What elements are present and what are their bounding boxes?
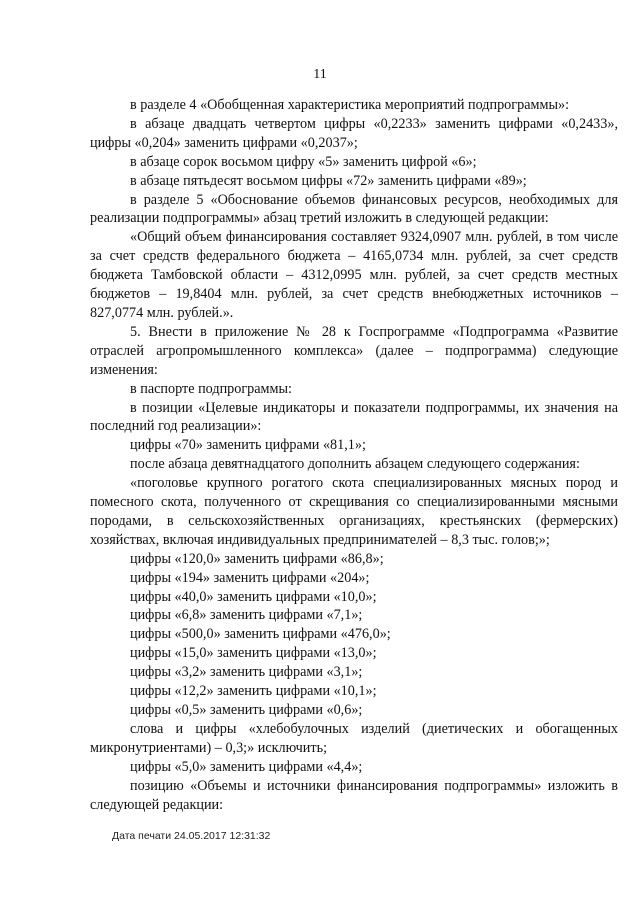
paragraph: в абзаце двадцать четвертом цифры «0,2233» заменить цифрами «0,2433», цифры «0,204» заменить цифрами «0,2037»; (90, 115, 618, 151)
document-body (90, 96, 618, 814)
paragraph: цифры «120,0» заменить цифрами «86,8»; (130, 550, 384, 567)
paragraph: в позиции «Целевые индикаторы и показатели подпрограммы, их значения на последний год реализации»: (90, 399, 618, 435)
print-date: Дата печати 24.05.2017 12:31:32 (112, 830, 271, 842)
paragraph: в абзаце пятьдесят восьмом цифры «72» заменить цифрами «89»; (130, 172, 527, 189)
paragraph: в разделе 4 «Обобщенная характеристика мероприятий подпрограммы»: (130, 97, 570, 113)
paragraph: «Общий объем финансирования составляет 9324,0907 млн. рублей, в том числе за счет средств федерального бюджета – 4165,0734 млн. рублей, за счет средств бюджета Тамбовской области – 4312,0995 млн. рублей, за счет средств местных бюджетов – 19,8404 млн. рублей, за счет средств внебюджетных источников – 827,0774 млн. рублей.». (90, 229, 618, 321)
paragraph: цифры «6,8» заменить цифрами «7,1»; (130, 607, 363, 624)
paragraph: позицию «Объемы и источники финансирования подпрограммы» изложить в следующей редакции: (90, 777, 618, 813)
paragraph: в абзаце сорок восьмом цифру «5» заменить цифрой «6»; (130, 153, 477, 170)
paragraph: в паспорте подпрограммы: (130, 380, 292, 397)
paragraph: цифры «15,0» заменить цифрами «13,0»; (130, 645, 377, 662)
paragraph: после абзаца девятнадцатого дополнить абзацем следующего содержания: (130, 456, 580, 473)
paragraph: цифры «500,0» заменить цифрами «476,0»; (130, 626, 391, 643)
paragraph: слова и цифры «хлебобулочных изделий (диетических и обогащенных микронутриентами) – 0,3;» исключить; (90, 720, 618, 756)
paragraph: 5. Внести в приложение № 28 к Госпрограмме «Подпрограмма «Развитие отраслей агропромышленного комплекса» (далее – подпрограмма) следующие изменения: (90, 323, 618, 378)
paragraph: в разделе 5 «Обоснование объемов финансовых ресурсов, необходимых для реализации подпрограммы» абзац третий изложить в следующей редакции: (90, 191, 618, 227)
page-number: 11 (313, 67, 327, 82)
paragraph: «поголовье крупного рогатого скота специализированных мясных пород и помесного скота, полученного от скрещивания со специализированными мясными породами, в сельскохозяйственных организациях, крестьянских (фермерских) хозяйствах, включая индивидуальных предпринимателей – 8,3 тыс. голов;»; (90, 475, 618, 548)
paragraph: цифры «12,2» заменить цифрами «10,1»; (130, 683, 377, 700)
paragraph: цифры «0,5» заменить цифрами «0,6»; (130, 702, 363, 718)
paragraph: цифры «70» заменить цифрами «81,1»; (130, 437, 366, 454)
paragraph: цифры «5,0» заменить цифрами «4,4»; (130, 758, 363, 775)
paragraph: цифры «3,2» заменить цифрами «3,1»; (130, 664, 363, 681)
paragraph: цифры «194» заменить цифрами «204»; (130, 569, 370, 586)
paragraph: цифры «40,0» заменить цифрами «10,0»; (130, 588, 377, 605)
